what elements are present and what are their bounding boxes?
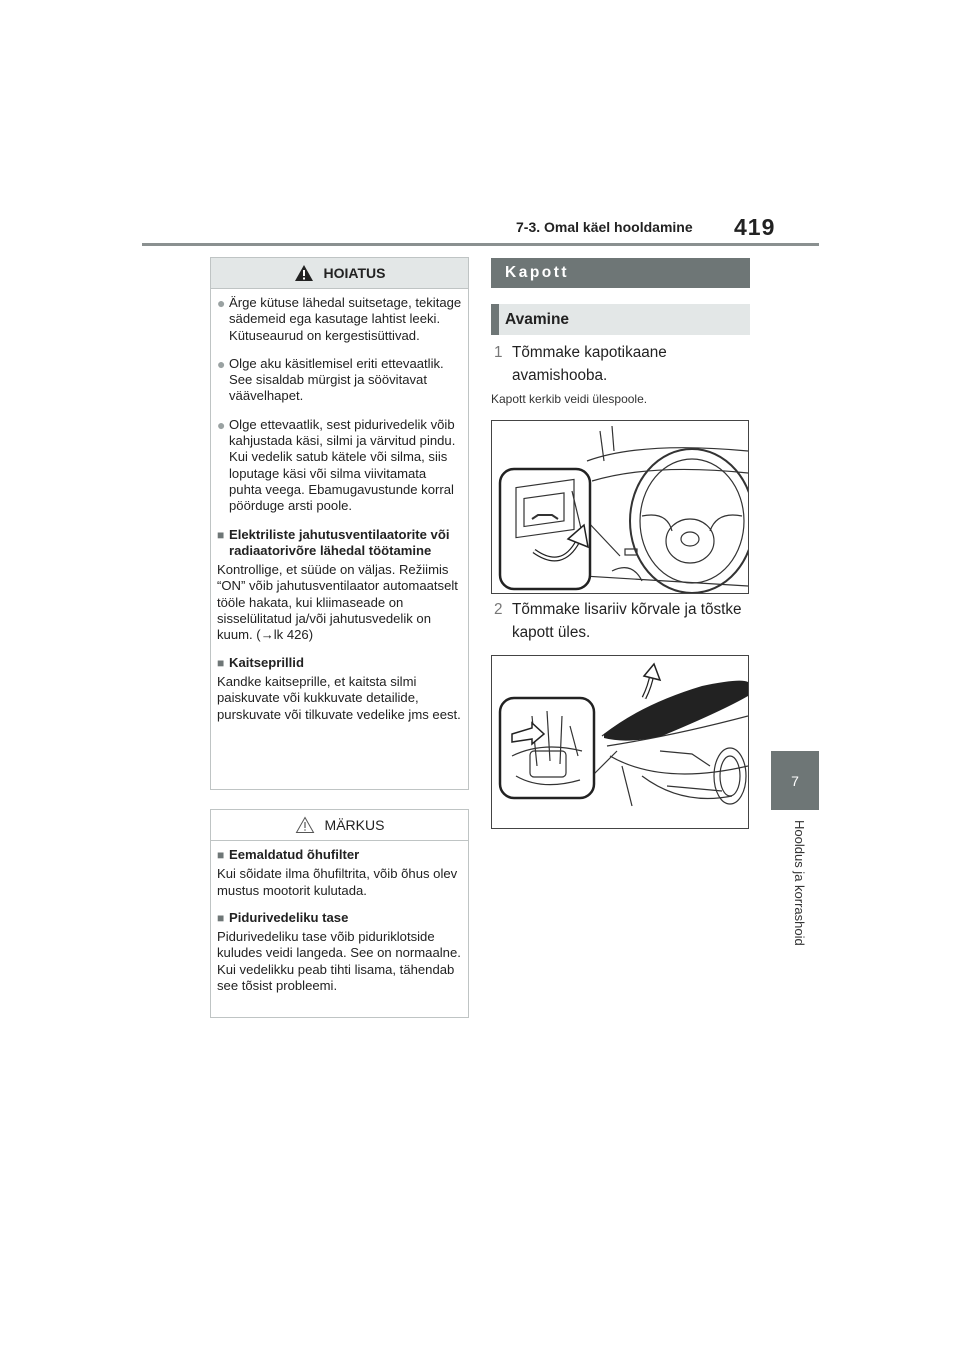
warning-box: [210, 257, 469, 790]
chapter-side-label: Hooldus ja korrashoid: [792, 820, 807, 946]
hood-lever-illustration: [491, 420, 749, 594]
warning-triangle-icon: [294, 264, 314, 282]
warning-bullet: ● Olge aku käsitlemisel eriti ettevaatlik. See sisaldab mürgist ja söövitavat väävelhapet.: [217, 356, 462, 405]
step-2: [494, 598, 754, 644]
notice-box: [210, 809, 469, 1018]
notice-triangle-icon: [295, 816, 315, 834]
notice-title: MÄRKUS: [324, 817, 385, 833]
warning-section-heading: ■ Elektriliste jahutusventilaatorite või radiaatorivõre lähedal töötamine: [217, 526, 450, 558]
section-banner: Kapott: [491, 258, 750, 288]
warning-bullet-text: Olge aku käsitlemisel eriti ettevaatlik. See sisaldab mürgist ja söövitavat väävelhapet.: [229, 355, 444, 404]
notice-section-heading: ■ Pidurivedeliku tase: [217, 909, 349, 925]
page-number: 419: [734, 214, 776, 240]
warning-title: HOIATUS: [323, 265, 386, 281]
notice-section-text: Kui sõidate ilma õhufiltrita, võib õhus olev mustus mootorit kulutada.: [217, 866, 458, 898]
step-number: 2: [494, 601, 503, 618]
step-note: Kapott kerkib veidi ülespoole.: [491, 392, 648, 406]
warning-section-text: Kontrollige, et süüde on väljas. Režiimis “ON” võib jahutusventilaator automaatselt tööle hakata, kui kliimaseade on sisselülitatud ja/või jahutusvedelik on kuum. (→lk 426): [217, 562, 458, 643]
step-text: Tõmmake lisariiv kõrvale ja tõstke kapott üles.: [512, 601, 742, 641]
warning-header: [211, 258, 468, 289]
step-text: Tõmmake kapotikaane avamishooba.: [512, 344, 667, 384]
warning-bullet-text: Olge ettevaatlik, sest pidurivedelik võib kahjustada käsi, silmi ja värvitud pindu. Kui vedelik satub kätele või silma, siis loputage käsi või silma viivitamata puhta veega. Ebamugavustunde korral pöörduge arsti poole.: [229, 416, 456, 514]
header-divider: [142, 243, 819, 246]
hood-latch-drawing: [492, 656, 748, 828]
notice-header: [211, 810, 468, 841]
hood-lever-drawing: [492, 421, 748, 593]
warning-section-text: Kandke kaitseprille, et kaitsta silmi paiskuvate või kukkuvate detailide, purskuvate või tilkuvate vedelike jms eest.: [217, 673, 461, 722]
step-number: 1: [494, 344, 503, 361]
chapter-number: 7: [791, 772, 799, 789]
subsection-heading: Avamine: [491, 304, 750, 335]
hood-latch-illustration: [491, 655, 749, 829]
warning-section-heading: ■ Kaitseprillid: [217, 654, 304, 670]
notice-section-heading: ■ Eemaldatud õhufilter: [217, 847, 360, 862]
warning-bullet-text: Ärge kütuse lähedal suitsetage, tekitage sädemeid ega kasutage lahtist leeki. Kütuseaurud on kergestisüttivad.: [229, 295, 462, 343]
chapter-tab[interactable]: [771, 751, 819, 810]
step-1: [494, 341, 754, 387]
warning-bullet: ● Ärge kütuse lähedal suitsetage, tekitage sädemeid ega kasutage lahtist leeki. Kütuseaurud on kergestisüttivad.: [217, 295, 462, 343]
section-title: 7-3. Omal käel hooldamine: [516, 219, 693, 235]
warning-bullet: ● Olge ettevaatlik, sest pidurivedelik võib kahjustada käsi, silmi ja värvitud pindu. Kui vedelik satub kätele või silma, siis loputage käsi või silma viivitamata puhta veega. Ebamugavustunde korral pöörduge arsti poole.: [217, 417, 462, 515]
notice-section-text: Pidurivedeliku tase võib piduriklotside kuludes veidi langeda. See on normaalne. Kui vedelikku peab tihti lisama, tähendab see tõsist probleemi.: [217, 929, 461, 994]
